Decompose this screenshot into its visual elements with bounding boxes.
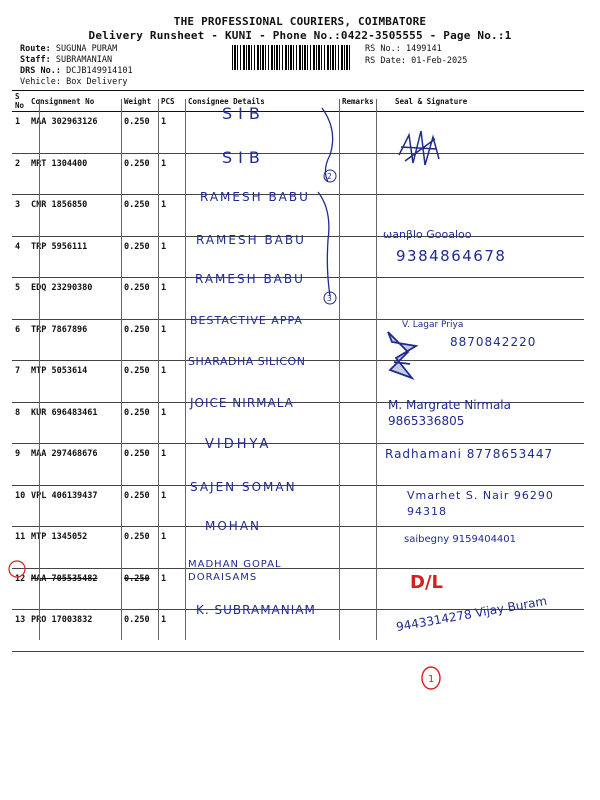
table-cell: MRT 1304400: [28, 153, 121, 195]
route-line: Route: SUGUNA PURAM: [20, 44, 118, 54]
signature-scribble: [382, 322, 422, 382]
table-cell: 0.250: [121, 112, 158, 154]
table-cell: 10: [12, 485, 28, 527]
handwritten-consignee: RAMESH BABU: [196, 233, 306, 247]
signature-scribble: [395, 125, 445, 175]
handwritten-consignee: BESTACTIVE APPA: [190, 314, 303, 327]
bracket-number: 2: [327, 172, 332, 181]
signature-phone: 8870842220: [450, 335, 537, 349]
runsheet-subtitle: Delivery Runsheet - KUNI - Phone No.:0422-3505555 - Page No.:1: [88, 29, 512, 42]
table-cell: MTP 5053614: [28, 361, 121, 403]
table-cell: CNR 1856850: [28, 195, 121, 237]
table-header-row: [12, 91, 584, 112]
table-cell: VPL 406139437: [28, 485, 121, 527]
bracket-number: 3: [327, 294, 332, 303]
table-cell: 0.250: [121, 610, 158, 652]
table-cell: 1: [158, 485, 185, 527]
table-cell: [339, 319, 375, 361]
table-cell: KUR 696483461: [28, 402, 121, 444]
rs-no-line: RS No.: 1499141: [365, 44, 442, 54]
table-cell: 12: [12, 568, 28, 610]
table-cell: [339, 527, 375, 569]
table-cell: 5: [12, 278, 28, 320]
handwritten-consignee: RAMESH BABU: [195, 272, 305, 286]
table-cell: 0.250: [121, 568, 158, 610]
column-divider: [376, 99, 377, 640]
table-cell: 0.250: [121, 319, 158, 361]
table-cell: 13: [12, 610, 28, 652]
delivered-mark: D/L: [410, 572, 443, 593]
column-divider: [121, 99, 122, 640]
col-header: Consignee Details: [185, 91, 339, 112]
table-cell: TRP 5956111: [28, 236, 121, 278]
handwritten-consignee: RAMESH BABU: [200, 190, 310, 204]
red-circle-mark: [6, 558, 28, 580]
col-header: S No: [12, 91, 28, 112]
table-cell: [339, 361, 375, 403]
grouping-brackets: [300, 100, 350, 310]
table-cell: 1: [158, 195, 185, 237]
signature-text: ωanβlo Gooaloo: [383, 228, 472, 241]
table-cell: 9: [12, 444, 28, 486]
signature-text: Vmarhet S. Nair 96290 94318: [407, 489, 554, 518]
table-cell: 0.250: [121, 444, 158, 486]
column-divider: [158, 99, 159, 640]
table-cell: [339, 444, 375, 486]
table-cell: MTP 1345052: [28, 527, 121, 569]
svg-text:1: 1: [428, 674, 435, 685]
table-cell: 7: [12, 361, 28, 403]
table-row: [12, 112, 584, 154]
signature-text: V. Lagar Priya: [402, 320, 464, 330]
table-cell: 3: [12, 195, 28, 237]
table-cell: [375, 278, 584, 320]
signature-text: 9443314278 Vijay Buram: [395, 593, 549, 635]
table-cell: MAA 302963126: [28, 112, 121, 154]
col-header: Consignment No: [28, 91, 121, 112]
handwritten-consignee: SAJEN SOMAN: [190, 480, 297, 494]
table-cell: PRO 17003832: [28, 610, 121, 652]
column-divider: [185, 99, 186, 640]
table-cell: 0.250: [121, 527, 158, 569]
table-cell: 8: [12, 402, 28, 444]
table-cell: 1: [12, 112, 28, 154]
barcode: [232, 45, 352, 70]
table-cell: 0.250: [121, 236, 158, 278]
table-cell: 0.250: [121, 402, 158, 444]
col-header: PCS: [158, 91, 185, 112]
vehicle-line: Vehicle: Box Delivery: [20, 77, 128, 87]
column-divider: [39, 99, 40, 640]
table-cell: 0.250: [121, 278, 158, 320]
table-cell: EDQ 23290380: [28, 278, 121, 320]
table-cell: TRP 7867896: [28, 319, 121, 361]
table-cell: [339, 485, 375, 527]
table-cell: 1: [158, 153, 185, 195]
table-cell: 0.250: [121, 361, 158, 403]
table-cell: 0.250: [121, 153, 158, 195]
col-header: Remarks: [339, 91, 375, 112]
table-cell: [339, 610, 375, 652]
table-row: [12, 153, 584, 195]
handwritten-consignee: SIB: [222, 148, 266, 167]
table-cell: 1: [158, 402, 185, 444]
red-circle-mark: [418, 664, 444, 692]
table-cell: MAA 705535482: [28, 568, 121, 610]
rs-date-line: RS Date: 01-Feb-2025: [365, 56, 468, 66]
table-cell: 1: [158, 112, 185, 154]
table-cell: 1: [158, 444, 185, 486]
table-cell: 0.250: [121, 195, 158, 237]
table-cell: 0.250: [121, 485, 158, 527]
table-cell: 1: [158, 527, 185, 569]
table-cell: [339, 402, 375, 444]
handwritten-consignee: SIB: [222, 104, 266, 123]
handwritten-consignee: K. SUBRAMANIAM: [196, 603, 316, 617]
table-cell: 1: [158, 568, 185, 610]
signature-text: Radhamani 8778653447: [385, 447, 554, 461]
table-cell: 2: [12, 153, 28, 195]
signature-text: M. Margrate Nirmala 9865336805: [388, 398, 511, 428]
table-cell: 1: [158, 319, 185, 361]
col-header: Seal & Signature: [375, 91, 584, 112]
handwritten-consignee: MADHAN GOPAL DORAISAMS: [188, 559, 282, 583]
handwritten-consignee: SHARADHA SILICON: [188, 355, 306, 368]
staff-line: Staff: SUBRAMANIAN: [20, 55, 113, 65]
table-cell: 1: [158, 278, 185, 320]
table-cell: 1: [158, 236, 185, 278]
table-cell: 4: [12, 236, 28, 278]
col-header: Weight: [121, 91, 158, 112]
table-cell: 11: [12, 527, 28, 569]
signature-phone: 9384864678: [396, 247, 507, 265]
signature-text: saibegny 9159404401: [404, 534, 517, 545]
handwritten-consignee: VIDHYA: [205, 437, 272, 452]
table-cell: 6: [12, 319, 28, 361]
document-title: THE PROFESSIONAL COURIERS, COIMBATORE: [173, 15, 427, 28]
drs-line: DRS No.: DCJB149914101: [20, 66, 133, 76]
table-cell: 1: [158, 361, 185, 403]
table-cell: 1: [158, 610, 185, 652]
handwritten-consignee: MOHAN: [205, 519, 262, 533]
handwritten-consignee: JOICE NIRMALA: [190, 396, 294, 410]
table-cell: MAA 297468676: [28, 444, 121, 486]
table-cell: [339, 568, 375, 610]
